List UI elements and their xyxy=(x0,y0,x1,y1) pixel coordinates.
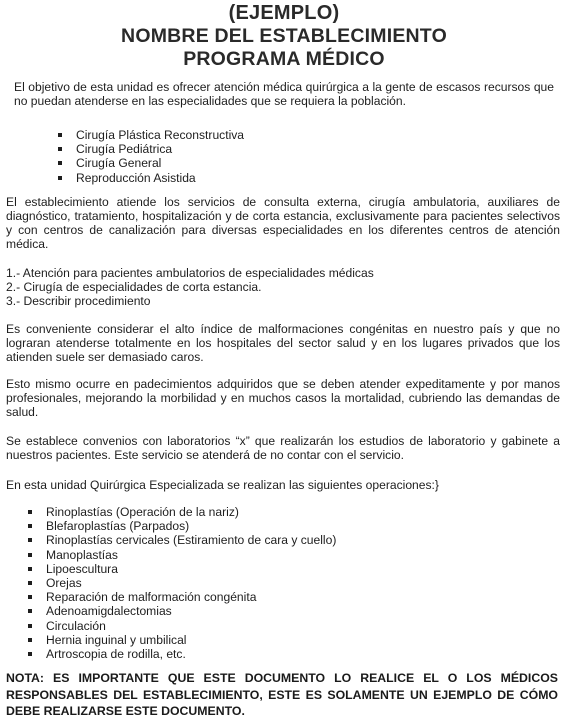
list-item: Rinoplastías (Operación de la nariz) xyxy=(26,505,336,519)
specialties-list xyxy=(56,128,244,185)
intro-paragraph: El objetivo de esta unidad es ofrecer atención médica quirúrgica a la gente de escasos recursos que no puedan atenderse en las especialidades que se requiera la población. xyxy=(14,80,554,108)
list-item: 1.- Atención para pacientes ambulatorios de especialidades médicas xyxy=(6,266,374,280)
list-item: Adenoamigdalectomias xyxy=(26,604,336,618)
list-item: Rinoplastías cervicales (Estiramiento de cara y cuello) xyxy=(26,533,336,547)
list-item: Circulación xyxy=(26,619,336,633)
services-paragraph: El establecimiento atiende los servicios de consulta externa, cirugía ambulatoria, auxiliares de diagnóstico, tratamiento, hospitalización y de corta estancia, exclusivamente para pacientes selectivos y con centros de canalización para diversas especialidades en los diferentes centros de atención médica. xyxy=(6,195,560,251)
malformations-paragraph: Es conveniente considerar el alto índice de malformaciones congénitas en nuestro país y que no lograran atenderse totalmente en los hospitales del sector salud y en los lugares privados que los atienden suele ser demasiado caros. xyxy=(6,322,560,364)
document-title: PROGRAMA MÉDICO xyxy=(183,48,385,70)
list-item: Orejas xyxy=(26,576,336,590)
operations-intro: En esta unidad Quirúrgica Especializada se realizan las siguientes operaciones:} xyxy=(6,478,439,492)
list-item: Reparación de malformación congénita xyxy=(26,590,336,604)
list-item: 2.- Cirugía de especialidades de corta estancia. xyxy=(6,280,262,294)
important-note: NOTA: ES IMPORTANTE QUE ESTE DOCUMENTO LO REALICE EL O LOS MÉDICOS RESPONSABLES DEL ESTABLECIMIENTO, ESTE ES SOLAMENTE UN EJEMPLO DE CÓMO DEBE REALIZARSE ESTE DOCUMENTO. xyxy=(6,671,558,718)
establishment-name-title: NOMBRE DEL ESTABLECIMIENTO xyxy=(121,25,447,47)
list-item: Cirugía General xyxy=(56,156,244,170)
list-item: Hernia inguinal y umbilical xyxy=(26,633,336,647)
list-item: Lipoescultura xyxy=(26,562,336,576)
list-item: Cirugía Pediátrica xyxy=(56,142,244,156)
list-item: Blefaroplastías (Parpados) xyxy=(26,519,336,533)
operations-list xyxy=(26,505,336,661)
laboratories-paragraph: Se establece convenios con laboratorios “x” que realizarán los estudios de laboratorio y gabinete a nuestros pacientes. Este servicio se atenderá de no contar con el servicio. xyxy=(6,434,560,462)
list-item: Cirugía Plástica Reconstructiva xyxy=(56,128,244,142)
list-item: Reproducción Asistida xyxy=(56,171,244,185)
example-label: (EJEMPLO) xyxy=(228,2,340,24)
list-item: Manoplastías xyxy=(26,548,336,562)
list-item: Artroscopia de rodilla, etc. xyxy=(26,647,336,661)
list-item: 3.- Describir procedimiento xyxy=(6,294,151,308)
services-numbered-list xyxy=(6,266,374,308)
acquired-conditions-paragraph: Esto mismo ocurre en padecimientos adquiridos que se deben atender expeditamente y por manos profesionales, mejorando la morbilidad y en muchos casos la mortalidad, cubriendo las demandas de salud. xyxy=(6,377,560,419)
